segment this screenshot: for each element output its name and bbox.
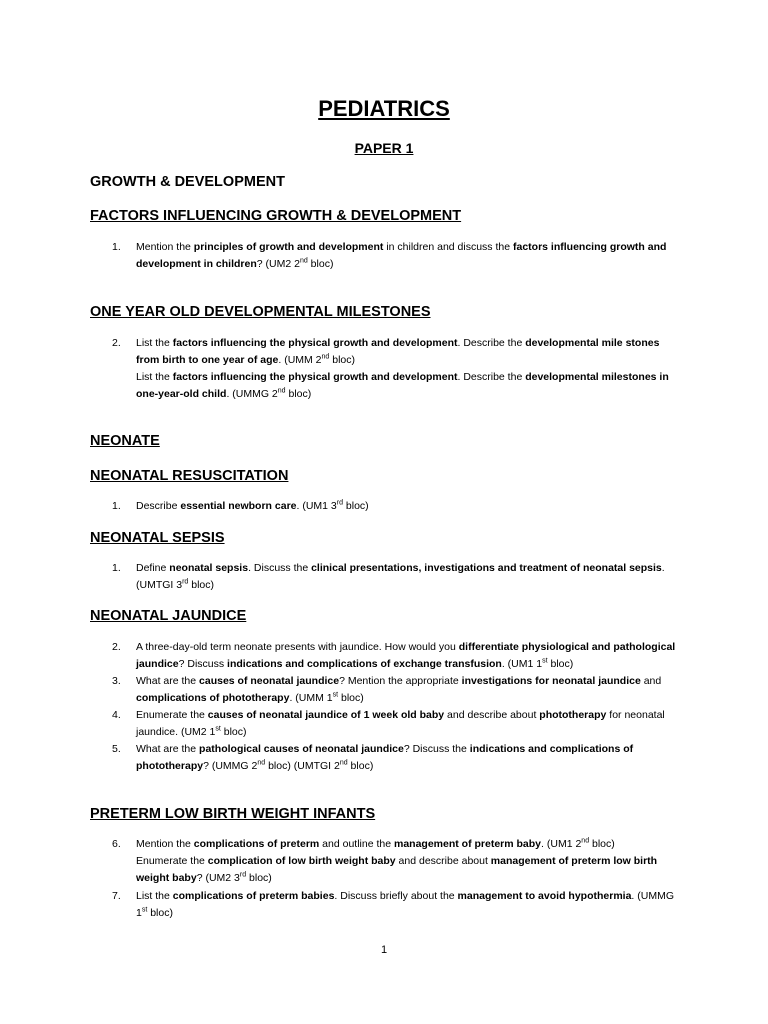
question-number: 2. bbox=[112, 337, 121, 349]
heading-factors: FACTORS INFLUENCING GROWTH & DEVELOPMENT bbox=[90, 208, 462, 224]
question-number: 5. bbox=[112, 743, 121, 755]
question-text: Enumerate the causes of neonatal jaundice of 1 week old baby and describe about phototherapy for neonatal jaundice. (UM2 1st bloc) bbox=[136, 709, 665, 738]
question-text: What are the causes of neonatal jaundice? Mention the appropriate investigations for neonatal jaundice and complications of phototherapy. (UMM 1st bloc) bbox=[136, 675, 662, 704]
question-text: List the complications of preterm babies. Discuss briefly about the management to avoid hypothermia. (UMMG 1st bloc) bbox=[136, 890, 674, 919]
heading-neonate: NEONATE bbox=[90, 433, 160, 449]
question-text: List the factors influencing the physical growth and development. Describe the developmental mile stones from birth to one year of age. (UMM 2nd bloc) List the factors influencing the physical growth and development. Describe the developmental milestones in one-year-old child. (UMMG 2nd bloc) bbox=[136, 337, 669, 400]
question-number: 7. bbox=[112, 890, 121, 902]
question-text: Mention the complications of preterm and outline the management of preterm baby. (UM1 2nd bloc) Enumerate the complication of low birth weight baby and describe about management of preterm low birth weight baby? (UM2 3rd bloc) bbox=[136, 837, 658, 884]
heading-jaundice: NEONATAL JAUNDICE bbox=[90, 608, 247, 624]
question-text: A three-day-old term neonate presents with jaundice. How would you differentiate physiological and pathological jaundice? Discuss indications and complications of exchange transfusion. (UM1 1st bloc) bbox=[136, 641, 676, 670]
paper-label: PAPER 1 bbox=[354, 140, 414, 156]
heading-resuscitation: NEONATAL RESUSCITATION bbox=[90, 468, 289, 484]
heading-sepsis: NEONATAL SEPSIS bbox=[90, 530, 225, 546]
question-number: 3. bbox=[112, 675, 121, 687]
question-number: 6. bbox=[112, 838, 121, 850]
heading-growth: GROWTH & DEVELOPMENT bbox=[90, 174, 285, 190]
question-number: 1. bbox=[112, 500, 121, 512]
question-number: 4. bbox=[112, 709, 121, 721]
question-text: Describe essential newborn care. (UM1 3rd bloc) bbox=[136, 499, 369, 512]
question-number: 2. bbox=[112, 641, 121, 653]
question-text: Define neonatal sepsis. Discuss the clinical presentations, investigations and treatment of neonatal sepsis. (UMTGI 3rd bloc) bbox=[136, 562, 665, 591]
question-number: 1. bbox=[112, 562, 121, 574]
question-text: What are the pathological causes of neonatal jaundice? Discuss the indications and complications of phototherapy? (UMMG 2nd bloc) (UMTGI 2nd bloc) bbox=[136, 743, 634, 772]
page-number: 1 bbox=[380, 944, 388, 956]
heading-preterm: PRETERM LOW BIRTH WEIGHT INFANTS bbox=[90, 806, 376, 822]
heading-milestones: ONE YEAR OLD DEVELOPMENTAL MILESTONES bbox=[90, 304, 431, 320]
document-title: PEDIATRICS bbox=[318, 96, 450, 121]
question-text: Mention the principles of growth and development in children and discuss the factors influencing growth and development in children? (UM2 2nd bloc) bbox=[136, 241, 667, 270]
question-number: 1. bbox=[112, 241, 121, 253]
